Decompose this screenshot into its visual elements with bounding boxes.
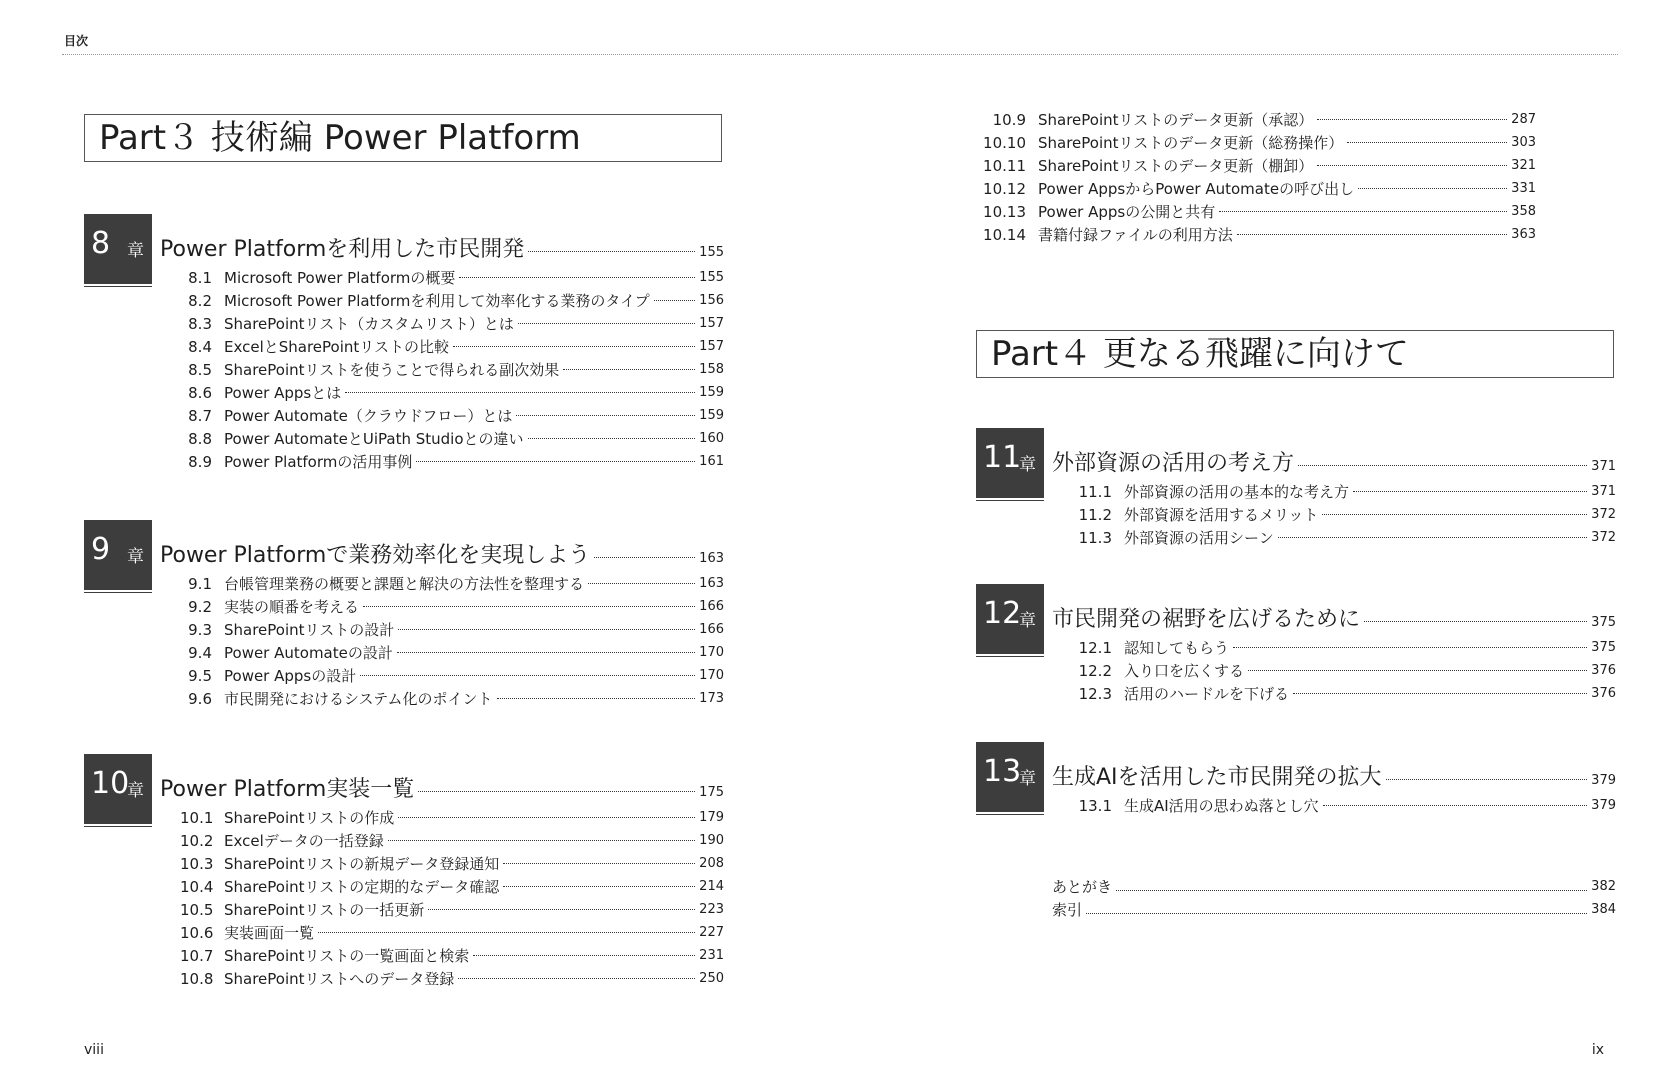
toc-section-row[interactable] — [180, 312, 724, 335]
dot-leader — [360, 675, 695, 676]
section-page-number: 179 — [699, 810, 724, 825]
chapter-block — [976, 428, 1616, 547]
section-number: 8.2 — [188, 291, 212, 310]
chapter-title: Power Platformで業務効率化を実現しよう — [160, 543, 591, 568]
section-number: 11.1 — [1078, 482, 1112, 501]
section-number: 11.2 — [1078, 505, 1112, 524]
chapter-page-number: 175 — [699, 785, 724, 800]
toc-section-row[interactable] — [976, 154, 1536, 177]
toc-section-row[interactable] — [180, 572, 724, 595]
dot-leader — [318, 932, 695, 933]
dot-leader — [516, 415, 695, 416]
section-number: 10.9 — [992, 110, 1026, 129]
section-number: 11.3 — [1078, 528, 1112, 547]
section-page-number: 157 — [699, 339, 724, 354]
section-title: Power Platformの活用事例 — [224, 453, 413, 471]
section-page-number: 161 — [699, 454, 724, 469]
section-number: 13.1 — [1078, 796, 1112, 815]
header-label: 目次 — [64, 34, 89, 48]
section-number: 10.12 — [983, 179, 1026, 198]
section-page-number: 173 — [699, 691, 724, 706]
afterword-title: あとがき — [1052, 878, 1113, 896]
section-number: 12.1 — [1078, 638, 1112, 657]
section-number: 8.3 — [188, 314, 212, 333]
dot-leader — [1317, 165, 1507, 166]
section-number: 8.4 — [188, 337, 212, 356]
section-page-number: 231 — [699, 948, 724, 963]
section-number: 12.3 — [1078, 684, 1112, 703]
dot-leader — [1248, 670, 1587, 671]
toc-section-row[interactable] — [180, 404, 724, 427]
chapter-page-number: 371 — [1591, 459, 1616, 474]
section-list — [1072, 636, 1616, 705]
chapter-page-number: 155 — [699, 245, 724, 260]
section-page-number: 331 — [1511, 181, 1536, 196]
section-list — [1072, 480, 1616, 549]
section-number: 9.1 — [188, 574, 212, 593]
chapter-heading — [976, 742, 1616, 794]
section-title: SharePointリストのデータ更新（総務操作） — [1038, 134, 1344, 152]
section-title: 書籍付録ファイルの利用方法 — [1038, 226, 1233, 244]
chapter-number-badge — [84, 214, 152, 284]
section-title: 外部資源を活用するメリット — [1124, 506, 1319, 524]
dot-leader — [518, 323, 695, 324]
dot-leader — [398, 629, 695, 630]
section-title: SharePointリストの一覧画面と検索 — [224, 947, 470, 965]
chapter-title: 市民開発の裾野を広げるために — [1052, 607, 1361, 632]
section-page-number: 376 — [1591, 663, 1616, 678]
section-title: Excelデータの一括登録 — [224, 832, 384, 850]
chapter-title-row[interactable] — [1052, 446, 1616, 477]
chapter-page-number: 375 — [1591, 615, 1616, 630]
chapter-number: 8 — [91, 226, 111, 261]
toc-section-row[interactable] — [180, 967, 724, 990]
section-page-number: 358 — [1511, 204, 1536, 219]
section-page-number: 190 — [699, 833, 724, 848]
section-number: 10.7 — [180, 946, 214, 965]
chapter-number-badge — [84, 754, 152, 824]
chapter-page-number: 379 — [1591, 773, 1616, 788]
section-title: Power AutomateとUiPath Studioとの違い — [224, 430, 524, 448]
toc-section-row[interactable] — [1072, 526, 1616, 549]
section-number: 10.13 — [983, 202, 1026, 221]
section-title: SharePointリストの作成 — [224, 809, 395, 827]
dot-leader — [594, 557, 695, 558]
section-title: Microsoft Power Platformを利用して効率化する業務のタイプ — [224, 292, 650, 310]
chapter-title: Power Platformを利用した市民開発 — [160, 237, 525, 262]
dot-leader — [1323, 805, 1587, 806]
chapter-page-number: 163 — [699, 551, 724, 566]
dot-leader — [428, 909, 695, 910]
continued-section-list — [976, 108, 1536, 246]
dot-leader — [563, 369, 695, 370]
toc-section-row[interactable] — [180, 427, 724, 450]
section-list — [180, 266, 724, 473]
section-title: SharePointリストの一括更新 — [224, 901, 425, 919]
dot-leader — [1358, 188, 1507, 189]
section-number: 10.10 — [983, 133, 1026, 152]
section-page-number: 157 — [699, 316, 724, 331]
section-title: Power Appsの公開と共有 — [1038, 203, 1216, 221]
section-page-number: 208 — [699, 856, 724, 871]
section-number: 8.5 — [188, 360, 212, 379]
afterword-list — [1052, 875, 1616, 921]
chapter-title: Power Platform実装一覧 — [160, 777, 415, 802]
toc-section-row[interactable] — [1072, 636, 1616, 659]
section-title: 入り口を広くする — [1124, 662, 1245, 680]
toc-section-row[interactable] — [180, 921, 724, 944]
chapter-unit: 章 — [1019, 769, 1036, 789]
section-number: 10.2 — [180, 831, 214, 850]
toc-section-row[interactable] — [1072, 682, 1616, 705]
section-page-number: 372 — [1591, 530, 1616, 545]
dot-leader — [1219, 211, 1507, 212]
section-number: 8.7 — [188, 406, 212, 425]
chapter-heading — [976, 428, 1616, 480]
toc-section-row[interactable] — [976, 200, 1536, 223]
section-page-number: 170 — [699, 668, 724, 683]
section-page-number: 363 — [1511, 227, 1536, 242]
afterword-page-number: 384 — [1591, 902, 1616, 917]
section-page-number: 163 — [699, 576, 724, 591]
part-title: Part４ 更なる飛躍に向けて — [976, 330, 1614, 378]
section-page-number: 170 — [699, 645, 724, 660]
page-number-left: viii — [84, 1042, 104, 1058]
chapter-title-row[interactable] — [1052, 760, 1616, 791]
toc-section-row[interactable] — [180, 358, 724, 381]
section-list — [180, 572, 724, 710]
section-title: SharePointリストの設計 — [224, 621, 395, 639]
section-page-number: 372 — [1591, 507, 1616, 522]
afterword-row[interactable] — [1052, 875, 1616, 898]
section-page-number: 214 — [699, 879, 724, 894]
dot-leader — [1278, 537, 1587, 538]
section-title: SharePointリストの定期的なデータ確認 — [224, 878, 500, 896]
dot-leader — [397, 652, 695, 653]
section-number: 10.1 — [180, 808, 214, 827]
dot-leader — [1347, 142, 1507, 143]
toc-section-row[interactable] — [180, 852, 724, 875]
toc-section-row[interactable] — [976, 108, 1536, 131]
badge-underline — [976, 807, 1044, 815]
chapter-heading — [84, 520, 724, 572]
toc-section-row[interactable] — [180, 898, 724, 921]
part-title: Part３ 技術編 Power Platform — [84, 114, 722, 162]
section-page-number: 227 — [699, 925, 724, 940]
section-title: ExcelとSharePointリストの比較 — [224, 338, 449, 356]
dot-leader — [363, 606, 695, 607]
dot-leader — [458, 978, 695, 979]
section-title: 外部資源の活用シーン — [1124, 529, 1274, 547]
dot-leader — [1237, 234, 1507, 235]
dot-leader — [345, 392, 695, 393]
section-page-number: 371 — [1591, 484, 1616, 499]
section-title: SharePointリストのデータ更新（承認） — [1038, 111, 1314, 129]
toc-section-row[interactable] — [180, 944, 724, 967]
section-number: 8.1 — [188, 268, 212, 287]
dot-leader — [453, 346, 695, 347]
badge-underline — [976, 493, 1044, 501]
dot-leader — [388, 840, 695, 841]
section-page-number: 376 — [1591, 686, 1616, 701]
chapter-block — [976, 584, 1616, 703]
chapter-title-row[interactable] — [160, 772, 724, 803]
toc-section-row[interactable] — [180, 381, 724, 404]
section-title: Microsoft Power Platformの概要 — [224, 269, 456, 287]
section-page-number: 156 — [699, 293, 724, 308]
section-page-number: 250 — [699, 971, 724, 986]
section-list — [180, 806, 724, 990]
toc-section-row[interactable] — [180, 450, 724, 473]
toc-section-row[interactable] — [1072, 794, 1616, 817]
chapter-title: 生成AIを活用した市民開発の拡大 — [1052, 765, 1382, 790]
section-number: 10.3 — [180, 854, 214, 873]
toc-section-row[interactable] — [180, 266, 724, 289]
section-number: 9.5 — [188, 666, 212, 685]
chapter-heading — [84, 754, 724, 806]
chapter-heading — [84, 214, 724, 266]
toc-section-row[interactable] — [1072, 659, 1616, 682]
chapter-block — [84, 214, 724, 471]
toc-section-row[interactable] — [180, 664, 724, 687]
toc-section-row[interactable] — [180, 806, 724, 829]
badge-underline — [84, 819, 152, 827]
chapter-number-badge — [84, 520, 152, 590]
section-page-number: 379 — [1591, 798, 1616, 813]
dot-leader — [588, 583, 695, 584]
afterword-title: 索引 — [1052, 901, 1083, 919]
section-number: 8.6 — [188, 383, 212, 402]
badge-underline — [976, 649, 1044, 657]
dot-leader — [1353, 491, 1587, 492]
section-title: Power Appsとは — [224, 384, 342, 402]
section-number: 10.6 — [180, 923, 214, 942]
section-title: 実装画面一覧 — [224, 924, 315, 942]
section-page-number: 160 — [699, 431, 724, 446]
dot-leader — [1386, 779, 1588, 780]
chapter-unit: 章 — [127, 781, 144, 801]
section-number: 10.14 — [983, 225, 1026, 244]
toc-section-row[interactable] — [1072, 480, 1616, 503]
toc-section-row[interactable] — [1072, 503, 1616, 526]
section-title: 生成AI活用の思わぬ落とし穴 — [1124, 797, 1319, 815]
dot-leader — [459, 277, 695, 278]
dot-leader — [1116, 890, 1587, 891]
chapter-number-badge — [976, 742, 1044, 812]
dot-leader — [473, 955, 695, 956]
section-title: SharePointリストのデータ更新（棚卸） — [1038, 157, 1314, 175]
chapter-number: 13 — [983, 754, 1022, 789]
toc-section-row[interactable] — [180, 641, 724, 664]
section-page-number: 166 — [699, 599, 724, 614]
section-title: 外部資源の活用の基本的な考え方 — [1124, 483, 1350, 501]
section-number: 9.6 — [188, 689, 212, 708]
section-title: 台帳管理業務の概要と課題と解決の方法性を整理する — [224, 575, 585, 593]
chapter-number: 10 — [91, 766, 130, 801]
chapter-unit: 章 — [1019, 611, 1036, 631]
section-title: 認知してもらう — [1124, 639, 1230, 657]
chapter-unit: 章 — [127, 241, 144, 261]
section-number: 10.8 — [180, 969, 214, 988]
toc-section-row[interactable] — [180, 875, 724, 898]
dot-leader — [654, 300, 696, 301]
toc-section-row[interactable] — [976, 177, 1536, 200]
header-rule — [62, 54, 1618, 55]
chapter-block — [84, 754, 724, 988]
afterword-row[interactable] — [1052, 898, 1616, 921]
toc-section-row[interactable] — [180, 335, 724, 358]
toc-section-row[interactable] — [180, 829, 724, 852]
section-title: SharePointリストを使うことで得られる副次効果 — [224, 361, 560, 379]
chapter-number: 9 — [91, 532, 111, 567]
section-page-number: 155 — [699, 270, 724, 285]
section-number: 8.8 — [188, 429, 212, 448]
toc-section-row[interactable] — [180, 687, 724, 710]
chapter-number-badge — [976, 428, 1044, 498]
afterword-page-number: 382 — [1591, 879, 1616, 894]
chapter-number: 11 — [983, 440, 1022, 475]
section-number: 10.11 — [983, 156, 1026, 175]
dot-leader — [1364, 621, 1587, 622]
toc-section-row[interactable] — [976, 131, 1536, 154]
chapter-title-row[interactable] — [160, 232, 724, 263]
section-page-number: 223 — [699, 902, 724, 917]
section-title: Power Automate（クラウドフロー）とは — [224, 407, 513, 425]
section-number: 9.2 — [188, 597, 212, 616]
chapter-number-badge — [976, 584, 1044, 654]
dot-leader — [418, 791, 695, 792]
section-title: Power Automateの設計 — [224, 644, 393, 662]
section-page-number: 375 — [1591, 640, 1616, 655]
dot-leader — [1317, 119, 1507, 120]
dot-leader — [1086, 913, 1587, 914]
section-number: 10.4 — [180, 877, 214, 896]
section-title: 市民開発におけるシステム化のポイント — [224, 690, 493, 708]
section-title: SharePointリストの新規データ登録通知 — [224, 855, 500, 873]
section-title: Power Appsの設計 — [224, 667, 357, 685]
section-list — [1072, 794, 1616, 817]
section-title: SharePointリスト（カスタムリスト）とは — [224, 315, 514, 333]
page-number-right: ix — [1591, 1042, 1604, 1058]
section-title: SharePointリストへのデータ登録 — [224, 970, 455, 988]
dot-leader — [1298, 465, 1587, 466]
section-page-number: 159 — [699, 385, 724, 400]
toc-section-row[interactable] — [180, 618, 724, 641]
toc-section-row[interactable] — [180, 289, 724, 312]
chapter-unit: 章 — [127, 547, 144, 567]
dot-leader — [528, 251, 695, 252]
section-page-number: 159 — [699, 408, 724, 423]
section-number: 9.3 — [188, 620, 212, 639]
dot-leader — [503, 863, 695, 864]
dot-leader — [1322, 514, 1587, 515]
chapter-title: 外部資源の活用の考え方 — [1052, 451, 1295, 476]
chapter-unit: 章 — [1019, 455, 1036, 475]
section-page-number: 158 — [699, 362, 724, 377]
section-number: 9.4 — [188, 643, 212, 662]
section-page-number: 166 — [699, 622, 724, 637]
badge-underline — [84, 279, 152, 287]
section-page-number: 303 — [1511, 135, 1536, 150]
section-title: 活用のハードルを下げる — [1124, 685, 1290, 703]
dot-leader — [497, 698, 696, 699]
section-number: 12.2 — [1078, 661, 1112, 680]
section-page-number: 287 — [1511, 112, 1536, 127]
chapter-block — [976, 742, 1616, 815]
section-page-number: 321 — [1511, 158, 1536, 173]
chapter-block — [84, 520, 724, 708]
chapter-title-row[interactable] — [1052, 602, 1616, 633]
dot-leader — [398, 817, 695, 818]
dot-leader — [1233, 647, 1587, 648]
badge-underline — [84, 585, 152, 593]
chapter-number: 12 — [983, 596, 1022, 631]
section-number: 10.5 — [180, 900, 214, 919]
section-title: Power AppsからPower Automateの呼び出し — [1038, 180, 1355, 198]
toc-section-row[interactable] — [976, 223, 1536, 246]
dot-leader — [416, 461, 695, 462]
toc-section-row[interactable] — [180, 595, 724, 618]
dot-leader — [1293, 693, 1587, 694]
dot-leader — [503, 886, 695, 887]
section-title: 実装の順番を考える — [224, 598, 360, 616]
chapter-title-row[interactable] — [160, 538, 724, 569]
dot-leader — [528, 438, 696, 439]
section-number: 8.9 — [188, 452, 212, 471]
chapter-heading — [976, 584, 1616, 636]
